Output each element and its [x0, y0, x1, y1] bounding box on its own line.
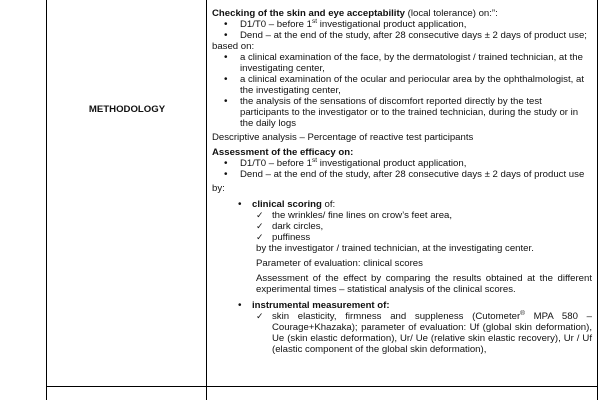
list-item: ✓ skin elasticity, firmness and suppleness (Cutometer® MPA 580 – Courage+Khazaka); parameter of evaluation: Uf (global skin deformation), Ue (skin elastic deformation), Ur/ Ue (relative skin elastic recovery), Ur / Uf (elastic component of the global skin deformation), [256, 311, 592, 355]
list-item: • the analysis of the sensations of discomfort reported directly by the test participants to the investigator or to the trained technician, during the study or in the daily logs [212, 96, 592, 129]
clinical-scoring-block [212, 199, 592, 295]
table-border-right [597, 0, 598, 400]
clinical-scoring-heading: clinical scoring of: [252, 199, 336, 210]
section1-heading [212, 8, 592, 19]
row-label-cell [46, 0, 208, 400]
section1-title: Checking of the skin and eye acceptability [212, 8, 405, 19]
row-label: METHODOLOGY [88, 104, 166, 115]
clinical-parameter: Parameter of evaluation: clinical scores [256, 258, 423, 269]
list-item: • D1/T0 – before 1st investigational product application, [212, 19, 592, 30]
section2-timepoints [212, 158, 592, 180]
list-item: • a clinical examination of the face, by the dermatologist / trained technician, at the investigating center, [212, 52, 592, 74]
by-label: by: [212, 183, 225, 194]
descriptive-analysis: Descriptive analysis – Percentage of reactive test participants [212, 132, 474, 143]
clinical-by-line: by the investigator / trained technician, at the investigating center. [256, 243, 534, 254]
instrumental-block [212, 300, 592, 355]
list-item: ✓ dark circles, [256, 221, 592, 232]
bullet-icon: • [238, 300, 242, 311]
list-item: • Dend – at the end of the study, after 28 consecutive days ± 2 days of product use; [212, 30, 592, 41]
section2-title: Assessment of the efficacy on: [212, 147, 354, 158]
based-on-label: based on: [212, 41, 255, 52]
list-item: ✓ the wrinkles/ fine lines on crow’s feet area, [256, 210, 592, 221]
instrumental-list [256, 311, 592, 355]
bullet-icon: • [238, 199, 242, 210]
section1-based-list [212, 52, 592, 129]
list-item: • Dend – at the end of the study, after 28 consecutive days ± 2 days of product use [212, 169, 592, 180]
instrumental-heading: instrumental measurement of: [252, 300, 390, 311]
section1-timepoints [212, 19, 592, 41]
list-item: ✓ puffiness [256, 232, 592, 243]
clinical-assessment: Assessment of the effect by comparing the results obtained at the different experimental times – statistical analysis of the clinical scores. [256, 273, 592, 295]
methodology-content-cell [212, 8, 592, 355]
clinical-scoring-list [256, 210, 592, 243]
list-item: • a clinical examination of the ocular and periocular area by the ophthalmologist, at the investigating center, [212, 74, 592, 96]
section1-title-rest: (local tolerance) on:”: [405, 8, 498, 19]
list-item: • D1/T0 – before 1st investigational product application, [212, 158, 592, 169]
